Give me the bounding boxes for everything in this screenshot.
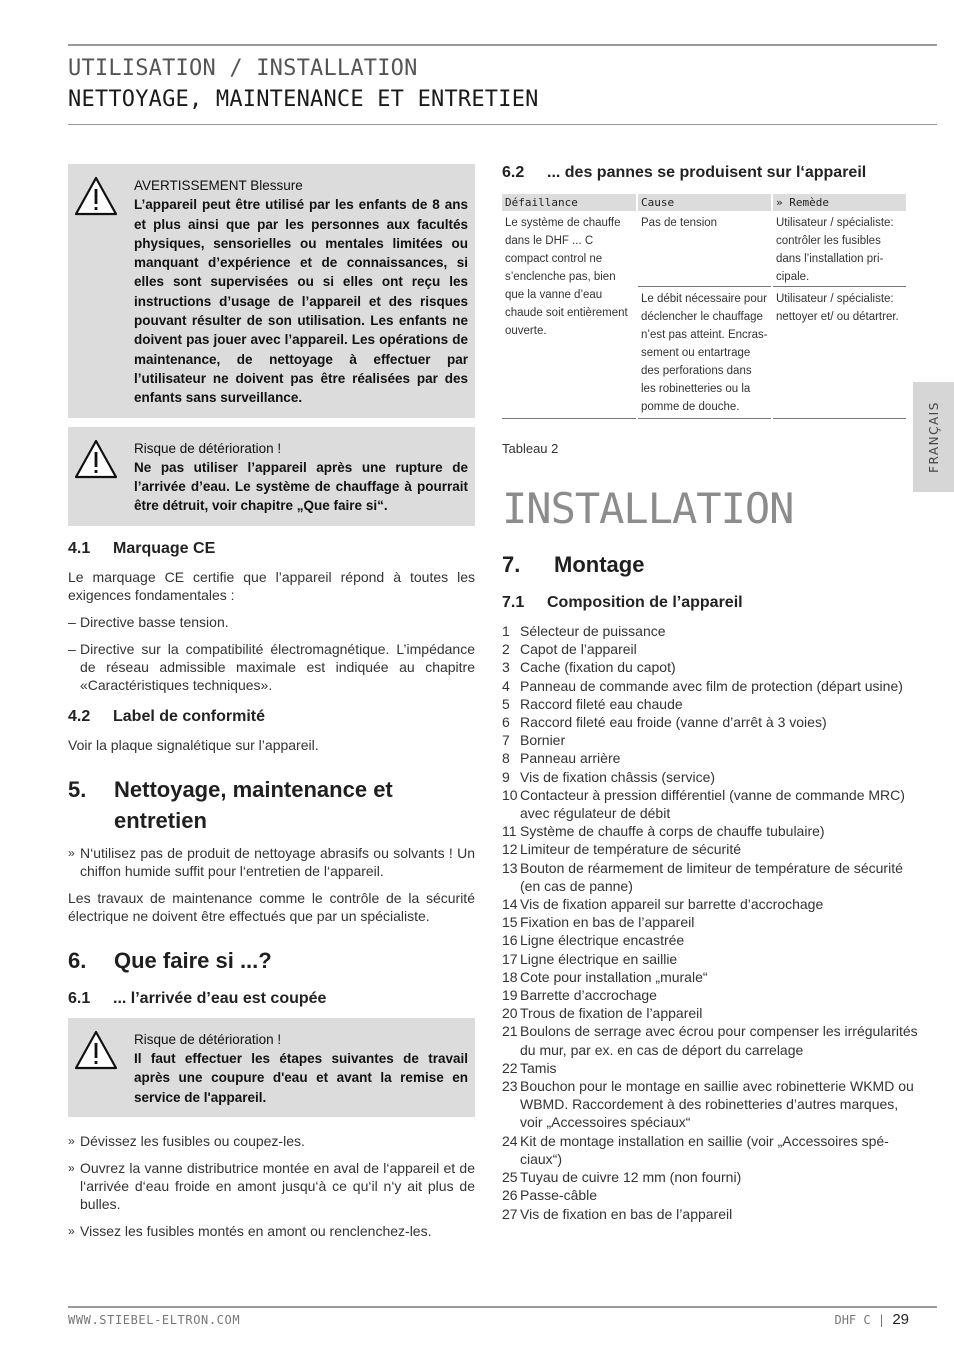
section-heading-6 [68,945,475,976]
list-item-text: Limiteur de température de sécurité [520,841,741,858]
paragraph: Les travaux de maintenance comme le contrôle de la sécurité électrique ne doivent être effectués que par un spécialiste. [68,889,475,924]
list-item [502,986,922,1004]
list-item-text: Directive sur la compatibilité électromagnétique. L’impédance de réseau admissible maximale est indiquée au chapitre «Caractéristiques techniques». [80,640,475,693]
list-item-text: Directive basse tension. [80,613,229,630]
warning-triangle-icon [74,1030,118,1070]
dash-bullet: – [68,640,76,657]
dash-bullet: – [68,613,76,630]
list-item-text: Trous de fixation de l’appareil [520,1005,703,1022]
table-header-cell: Défaillance [502,194,637,211]
list-item-text: Panneau arrière [520,750,621,767]
language-tab-label: FRANÇAIS [926,401,941,473]
list-item-text: Vissez les fusibles montés en amont ou renclenchez-les. [80,1222,432,1239]
list-item-number: 20 [502,1005,518,1022]
list-item [68,1222,475,1240]
list-item-number: 9 [502,768,510,785]
list-item [502,677,922,695]
warning-text: L’appareil peut être utilisé par les enfants de 8 ans et plus ainsi que par les personnes aux facultés physiques, sensorielles ou mentales limitées ou manquant d’expérience et de connaissances, si elles sont supervisées ou si elles ont reçu les instructions d’usage de l’appareil et des risques pouvant résulter de son utilisation. Les enfants ne doivent pas jouer avec l’appareil. Les opérations de maintenance, de nettoyage à effectuer par l’utilisateur ne doivent pas être réalisées par des enfants sans surveillance. [134,197,468,406]
list-item-text: Vis de fixation appareil sur barrette d’accrochage [520,896,824,913]
list-item-text: Raccord fileté eau froide (vanne d’arrêt à 3 voies) [520,714,827,731]
list-item-number: 17 [502,950,518,967]
list-item-text: Tuyau de cuivre 12 mm (non fourni) [520,1169,742,1186]
section-number: 4.1 [68,539,91,557]
warning-box-injury [68,164,475,418]
list-item-text: Sélecteur de puissance [520,623,666,639]
list-item-number: 26 [502,1187,518,1204]
section-title: Label de conformité [113,707,266,725]
list-item [68,1132,475,1150]
list-item-number: 19 [502,987,518,1004]
list-item-number: 11 [502,823,517,840]
list-item-number: 21 [502,1023,518,1040]
list-item [502,895,922,913]
section-heading-7 [502,549,922,580]
list-item-number: 1 [502,623,510,639]
list-item [502,840,922,858]
section-title: ... des pannes se produisent sur l‘appareil [547,164,867,181]
warning-box-damage [68,1018,475,1117]
list-item [68,1159,475,1213]
list-item [502,859,922,895]
section-number: 7. [502,552,521,577]
warning-text: Il faut effectuer les étapes suivantes de travail après une coupure d'eau et avant la remise en service de l'appareil. [134,1051,468,1105]
table-header-row [502,194,907,211]
list-item-text: Bornier [520,732,566,749]
list-item-text: Raccord fileté eau chaude [520,695,683,712]
list-item-text: Cote pour installation „murale“ [520,968,708,985]
left-column [68,164,475,1249]
header-title: UTILISATION / INSTALLATION [68,56,418,81]
list-item [502,768,922,786]
section-title: ... l’arrivée d’eau est coupée [113,989,327,1007]
warning-text: Ne pas utiliser l’appareil après une rupture de l’arrivée d’eau. Le système de chauffage à pourrait être détruit, voir chapitre „Que faire si“. [134,459,468,514]
chevron-bullet-icon: » [68,1160,75,1175]
warning-box-damage [68,427,475,526]
list-item-number: 23 [502,1078,518,1095]
footer-separator: | [877,1313,886,1327]
list-item [502,786,922,822]
warning-triangle-icon [74,439,118,479]
parts-list [502,622,922,1223]
section-title: Que faire si ...? [114,947,272,973]
list-item [502,640,922,658]
list-item [502,713,922,731]
list-item [502,1205,922,1223]
list-item [502,1186,922,1204]
list-item [68,613,475,631]
list-item [502,1004,922,1022]
list-item-text: Ouvrez la vanne distributrice montée en aval de l‘appareil et de l‘arrivée d‘eau froide en amont jusqu‘à ce qu‘il n‘y ait plus de bulles. [80,1159,475,1212]
list-item-number: 14 [502,896,518,913]
table-header-cell: » Remède [772,194,907,211]
chevron-bullet-icon: » [68,1133,75,1148]
list-item-number: 2 [502,641,510,658]
footer-model: DHF C [834,1313,871,1327]
list-item-text: Système de chauffe à corps de chauffe tubulaire) [520,823,825,840]
list-item-text: Contacteur à pression différentiel (vanne de commande MRC) avec régulateur de débit [520,786,905,822]
list-item [502,749,922,767]
list-item [502,1077,922,1132]
list-item-text: Panneau de commande avec film de protection (départ usine) [520,677,903,694]
table-cell-defaillance: Le système de chauffe dans le DHF ... C compact control ne s’enclenche pas, bien que la vanne d’eau chaude soit entièrement ouverte. [502,211,637,419]
header-underline [68,124,937,125]
table-row [502,211,907,287]
footer-page-info [834,1311,909,1328]
list-item-text: Capot de l’appareil [520,641,637,658]
list-item-number: 25 [502,1169,518,1186]
list-item-number: 24 [502,1132,518,1149]
list-item-number: 3 [502,659,510,676]
list-item [502,731,922,749]
list-item [502,950,922,968]
warning-title: Risque de détérioration ! [134,440,282,456]
paragraph: Voir la plaque signalétique sur l’appareil. [68,736,319,753]
section-heading-4-2 [68,708,475,726]
section-number: 6.2 [502,164,525,181]
section-title: Marquage CE [113,539,216,557]
section-number: 7.1 [502,594,525,611]
table-cell-cause: Pas de tension [637,211,772,287]
section-heading-5 [68,774,475,836]
table-cell-cause: Le débit nécessaire pour déclencher le chauffage n’est pas atteint. Encrassement ou entartrage des perforations dans les robinetteries ou la pomme de douche. [637,287,772,419]
list-item-text: Fixation en bas de l’appareil [520,914,695,931]
warning-title: AVERTISSEMENT Blessure [134,178,303,193]
list-item [502,1168,922,1186]
section-title: Nettoyage, maintenance et entretien [114,776,393,833]
header-rule [68,44,937,46]
list-item [502,931,922,949]
list-item-number: 7 [502,732,510,749]
chapter-title: INSTALLATION [502,484,794,533]
list-item-number: 15 [502,914,518,931]
list-item [502,658,922,676]
list-item [502,1059,922,1077]
list-item-number: 6 [502,714,510,731]
list-item-number: 4 [502,677,510,694]
list-item-text: Bouton de réarmement de limiteur de température de sécurité (en cas de panne) [520,859,903,894]
list-item [502,1132,922,1168]
section-title: Composition de l’appareil [547,594,743,611]
table-cell-remede: Utilisateur / spécialiste: nettoyer et/ ou détartrer. [772,287,907,419]
section-heading-6-2 [502,164,922,182]
chevron-bullet-icon: » [68,845,75,860]
section-title: Montage [554,552,645,577]
list-item-text: N‘utilisez pas de produit de nettoyage abrasifs ou solvants ! Un chiffon humide suffit pour l‘entretien de l‘appareil. [80,844,475,879]
list-item [502,1022,922,1058]
warning-title: Risque de détérioration ! [134,1031,282,1047]
section-number: 4.2 [68,707,91,725]
table-caption: Tableau 2 [502,441,559,456]
list-item-number: 27 [502,1205,518,1222]
list-item-text: Bouchon pour le montage en saillie avec robinetterie WKMD ou WBMD. Raccordement à des robinetteries d’autres marques, voir „Accessoires spéciaux“ [520,1078,914,1131]
list-item-text: Vis de fixation en bas de l’appareil [520,1205,733,1222]
header-subtitle: NETTOYAGE, MAINTENANCE ET ENTRETIEN [68,87,539,112]
list-item-text: Tamis [520,1059,557,1076]
list-item-number: 12 [502,841,518,858]
list-item [502,695,922,713]
table-cell-remede: Utilisateur / spécialiste: contrôler les fusibles dans l’installation pricipale. [772,211,907,287]
footer-rule [68,1306,937,1308]
section-number: 5. [68,776,87,802]
list-item [502,622,922,640]
section-heading-7-1 [502,594,922,612]
list-item [502,913,922,931]
table-header-cell: Cause [637,194,772,211]
list-item-number: 8 [502,750,510,767]
section-heading-6-1 [68,990,475,1008]
list-item-number: 10 [502,786,518,803]
list-item [502,968,922,986]
list-item-number: 22 [502,1059,518,1076]
warning-triangle-icon [74,176,118,216]
list-item-text: Ligne électrique en saillie [520,950,678,967]
list-item [68,640,475,694]
list-item-number: 13 [502,859,518,876]
troubleshooting-table [502,194,908,419]
list-item-text: Dévissez les fusibles ou coupez-les. [80,1132,305,1149]
list-item-number: 16 [502,932,518,949]
list-item-text: Passe-câble [520,1187,598,1204]
section-number: 6.1 [68,989,91,1007]
footer-website[interactable]: WWW.STIEBEL-ELTRON.COM [68,1313,241,1327]
list-item [502,822,922,840]
page-number: 29 [892,1311,909,1328]
list-item-text: Kit de montage installation en saillie (voir „Accessoires spéciaux“) [520,1132,889,1167]
list-item-text: Vis de fixation châssis (service) [520,768,716,785]
chevron-bullet-icon: » [68,1223,75,1238]
list-item-text: Cache (fixation du capot) [520,659,676,676]
list-item-text: Ligne électrique encastrée [520,932,685,949]
section-heading-4-1 [68,540,475,558]
paragraph: Le marquage CE certifie que l’appareil répond à toutes les exigences fondamentales : [68,568,475,603]
list-item-number: 5 [502,695,510,712]
list-item [68,844,475,880]
section-number: 6. [68,947,87,973]
right-column [502,164,922,1223]
list-item-text: Boulons de serrage avec écrou pour compenser les irrégularités du mur, par ex. en cas de déport du carrelage [520,1023,918,1058]
list-item-number: 18 [502,968,518,985]
list-item-text: Barrette d’accrochage [520,987,657,1004]
